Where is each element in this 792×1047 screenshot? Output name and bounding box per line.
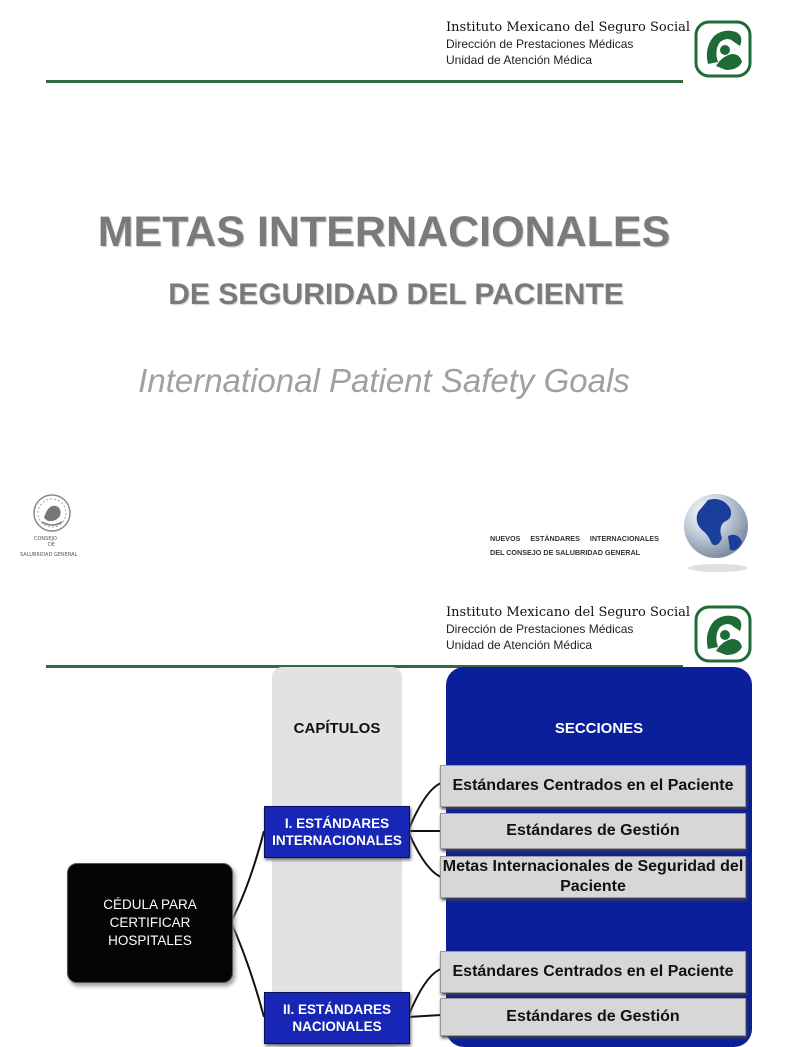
mexico-seal-icon — [28, 492, 76, 534]
chapter-box-national — [264, 992, 410, 1044]
header-department: Dirección de Prestaciones Médicas — [446, 37, 634, 51]
slide-structure — [0, 585, 768, 1034]
header-org-name: Instituto Mexicano del Seguro Social — [446, 605, 691, 620]
section-box — [440, 813, 746, 849]
sections-header: SECCIONES — [554, 720, 644, 737]
footer-standards-line1: NUEVOS ESTÁNDARES INTERNACIONALES — [490, 534, 659, 543]
footer-standards-line2: DEL CONSEJO DE SALUBRIDAD GENERAL — [490, 548, 641, 557]
section-box — [440, 951, 746, 993]
header-divider — [46, 80, 683, 83]
header-unit: Unidad de Atención Médica — [446, 53, 593, 67]
section-label: Estándares de Gestión — [506, 822, 680, 839]
chapter-box-international — [264, 806, 410, 858]
council-label-3: SALUBRIDAD GENERAL — [20, 552, 78, 558]
slide-title-english: International Patient Safety Goals — [138, 362, 630, 399]
slide-title-main: METAS INTERNACIONALES — [97, 208, 671, 256]
section-label: Estándares de Gestión — [506, 1008, 680, 1025]
root-node-cedula — [67, 863, 233, 983]
header-unit: Unidad de Atención Médica — [446, 638, 593, 652]
header-org-name: Instituto Mexicano del Seguro Social — [446, 20, 691, 35]
section-box — [440, 765, 746, 807]
section-box — [440, 856, 746, 898]
section-box — [440, 998, 746, 1036]
root-node-label: CÉDULA PARA CERTIFICAR HOSPITALES — [103, 897, 197, 948]
council-label-2: DE — [48, 542, 56, 548]
section-label: Estándares Centrados en el Paciente — [452, 963, 734, 980]
header-department: Dirección de Prestaciones Médicas — [446, 622, 634, 636]
section-label: Metas Internacionales de Seguridad del Paciente — [442, 858, 744, 895]
council-label-1: CONSEJO — [34, 536, 57, 542]
chapter-label: II. ESTÁNDARES NACIONALES — [282, 1002, 391, 1034]
imss-logo-icon — [694, 20, 752, 78]
globe-icon — [678, 486, 766, 578]
chapters-header: CAPÍTULOS — [293, 720, 381, 737]
slide-title-sub: DE SEGURIDAD DEL PACIENTE — [168, 278, 624, 311]
chapter-label: I. ESTÁNDARES INTERNACIONALES — [272, 816, 402, 848]
section-label: Estándares Centrados en el Paciente — [452, 777, 734, 794]
